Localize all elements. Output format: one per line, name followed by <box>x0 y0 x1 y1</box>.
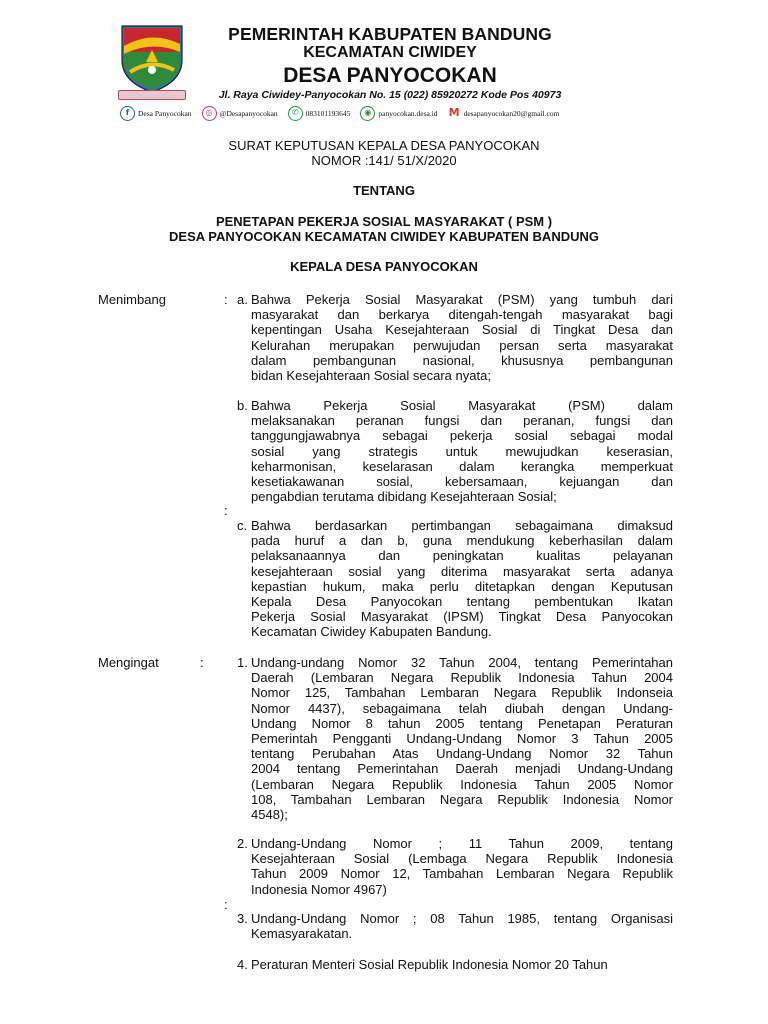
paragraph-line: Kesejahteraan Sosial (Lembaga Negara Republik Indonesia <box>251 851 673 867</box>
office-address: Jl. Raya Ciwidey-Panyocokan No. 15 (022) 85920272 Kode Pos 40973 <box>218 89 562 101</box>
paragraph-line: sosial yang strategis untuk mewujudkan keserasian, <box>251 443 673 459</box>
paragraph-line: Indonesia Nomor 4967) <box>251 881 387 897</box>
paragraph-line: Kecamatan Ciwidey Kabupaten Bandung. <box>251 624 492 640</box>
paragraph-line: 3. Undang-Undang Nomor ; 08 Tahun 1985, tentang Organisasi <box>237 911 673 926</box>
decree-subject-line1: PENETAPAN PEKERJA SOSIAL MASYARAKAT ( PSM ) <box>215 214 553 229</box>
section-label-mengingat: Mengingat <box>98 655 159 670</box>
paragraph-line: kepentingan Usaha Kesejahteraan Sosial di Tingkat Desa dan <box>251 322 673 338</box>
item-marker: b. <box>237 398 248 413</box>
email-icon: M <box>448 105 460 119</box>
paragraph-line: Pekerja Sosial Masyarakat (IPSM) Tingkat Desa Panyocokan <box>251 609 673 625</box>
legal-basis-2 <box>237 836 673 897</box>
section-colon-extra: : <box>224 897 228 912</box>
contact-email <box>448 107 560 120</box>
village-name: DESA PANYOCOKAN <box>283 64 497 87</box>
contact-bar <box>120 103 670 123</box>
regency-name: PEMERINTAH KABUPATEN BANDUNG <box>228 24 552 44</box>
item-marker: c. <box>237 518 248 533</box>
district-name: KECAMATAN CIWIDEY <box>303 44 477 61</box>
contact-email-text: desapanyocokan20@gmail.com <box>463 108 560 118</box>
paragraph-line: Undang Nomor 8 tahun 2005 tentang Penetapan Peraturan <box>251 715 673 731</box>
item-marker: 3. <box>237 911 248 926</box>
paragraph-line: Kepala Desa Panyocokan tentang pembentukan Ikatan <box>251 593 673 609</box>
about-label: TENTANG <box>353 183 415 198</box>
paragraph-line: Kemasyarakatan. <box>251 926 353 942</box>
paragraph-line: Daerah (Lembaran Negara Republik Indonesia Tahun 2004 <box>251 670 673 686</box>
paragraph-line: b. Bahwa Pekerja Sosial Masyarakat (PSM) dalam <box>237 398 673 413</box>
facebook-icon: f <box>120 106 135 121</box>
paragraph-line: Kelurahan merupakan perwujudan persan serta masyarakat <box>251 337 673 353</box>
issuing-authority: KEPALA DESA PANYOCOKAN <box>290 259 478 274</box>
instagram-icon: ◎ <box>202 106 217 121</box>
paragraph-line: kesejahteraan sosial yang diterima masyarakat serta adanya <box>251 563 673 579</box>
decree-number: NOMOR :141/ 51/X/2020 <box>311 153 457 168</box>
consideration-c <box>237 518 673 640</box>
paragraph-line: a. Bahwa Pekerja Sosial Masyarakat (PSM) yang tumbuh dari <box>237 292 673 307</box>
section-label-menimbang: Menimbang <box>98 292 166 307</box>
website-icon: ◉ <box>360 106 375 121</box>
whatsapp-icon: ✆ <box>288 106 303 121</box>
regency-crest-icon <box>116 22 188 94</box>
paragraph-line: pelaksanaannya dan peningkatan kualitas pelayanan <box>251 548 673 564</box>
paragraph-line: 4. Peraturan Menteri Sosial Republik Indonesia Nomor 20 Tahun <box>237 957 608 972</box>
paragraph-line: 2. Undang-Undang Nomor ; 11 Tahun 2009, tentang <box>237 836 673 851</box>
paragraph-line: tentang Perubahan Atas Undang-Undang Nomor 32 Tahun <box>251 746 673 762</box>
contact-facebook <box>120 106 192 121</box>
decree-heading: SURAT KEPUTUSAN KEPALA DESA PANYOCOKAN <box>228 138 540 153</box>
contact-website-text: panyocokan.desa.id <box>378 108 438 118</box>
contact-website <box>360 106 437 121</box>
paragraph-line: melaksanakan peranan fungsi dan peranan, fungsi dan <box>251 413 673 429</box>
consideration-b <box>237 398 673 504</box>
section-colon-mengingat: : <box>200 655 204 670</box>
paragraph-line: bidan Kesejahteraan Sosial secara nyata; <box>251 367 491 383</box>
legal-basis-3 <box>237 911 673 941</box>
contact-facebook-text: Desa Panyocokan <box>138 108 192 118</box>
paragraph-line: masyarakat dan berkarya ditengah-tengah masyarakat bagi <box>251 307 673 323</box>
contact-instagram <box>202 106 278 121</box>
legal-basis-4 <box>237 957 673 972</box>
paragraph-line: Pemerintah Pengganti Undang-Undang Nomor 3 Tahun 2005 <box>251 730 673 746</box>
paragraph-line: dalam pembangunan nasional, khususnya pembangunan <box>251 352 673 368</box>
item-marker: 4. <box>237 957 248 972</box>
consideration-a <box>237 292 673 383</box>
contact-whatsapp <box>288 106 351 121</box>
paragraph-line: c. Bahwa berdasarkan pertimbangan sebagaimana dimaksud <box>237 518 673 533</box>
paragraph-line: pada huruf a dan b, guna mendukung keberhasilan dalam <box>251 533 673 549</box>
paragraph-line: Tahun 2009 Nomor 12, Tambahan Lembaran Negara Republik <box>251 866 673 882</box>
paragraph-line: 4548); <box>251 806 288 822</box>
contact-instagram-text: @Desapanyocokan <box>219 108 278 118</box>
paragraph-line: keharmonisan, keselarasan dalam kerangka memperkuat <box>251 458 673 474</box>
paragraph-line: Nomor 125, Tambahan Lembaran Negara Republik Indonseia <box>251 685 673 701</box>
decree-subject-line2: DESA PANYOCOKAN KECAMATAN CIWIDEY KABUPATEN BANDUNG <box>169 229 599 244</box>
paragraph-line: kepastian hukum, maka perlu ditetapkan dengan Keputusan <box>251 578 673 594</box>
item-marker: 2. <box>237 836 248 851</box>
paragraph-line: pengabdian terutama dibidang Kesejahteraan Sosial; <box>251 489 557 505</box>
paragraph-line: (Lembaran Negara Republik Indonesia Tahun 2005 Nomor <box>251 776 673 792</box>
paragraph-line: 1. Undang-undang Nomor 32 Tahun 2004, tentang Pemerintahan <box>237 655 673 670</box>
section-colon-menimbang: : <box>224 292 228 307</box>
crest-motto-ribbon <box>118 90 186 100</box>
item-marker: a. <box>237 292 248 307</box>
item-marker: 1. <box>237 655 248 670</box>
contact-whatsapp-text: 083101193645 <box>305 108 351 118</box>
legal-basis-1 <box>237 655 673 822</box>
paragraph-line: 108, Tambahan Lembaran Negara Republik Indonesia Nomor <box>251 791 673 807</box>
paragraph-line: Nomor 4437), sebagaimana telah diubah dengan Undang- <box>251 700 673 716</box>
paragraph-line: kesetiakawanan sosial, kebersamaan, kejuangan dan <box>251 473 673 489</box>
paragraph-line: tanggungjawabnya sebagai pekerja sosial sebagai modal <box>251 428 673 444</box>
section-colon-extra: : <box>224 503 228 518</box>
paragraph-line: 2004 tentang Pemerintahan Daerah menjadi Undang-Undang <box>251 761 673 777</box>
